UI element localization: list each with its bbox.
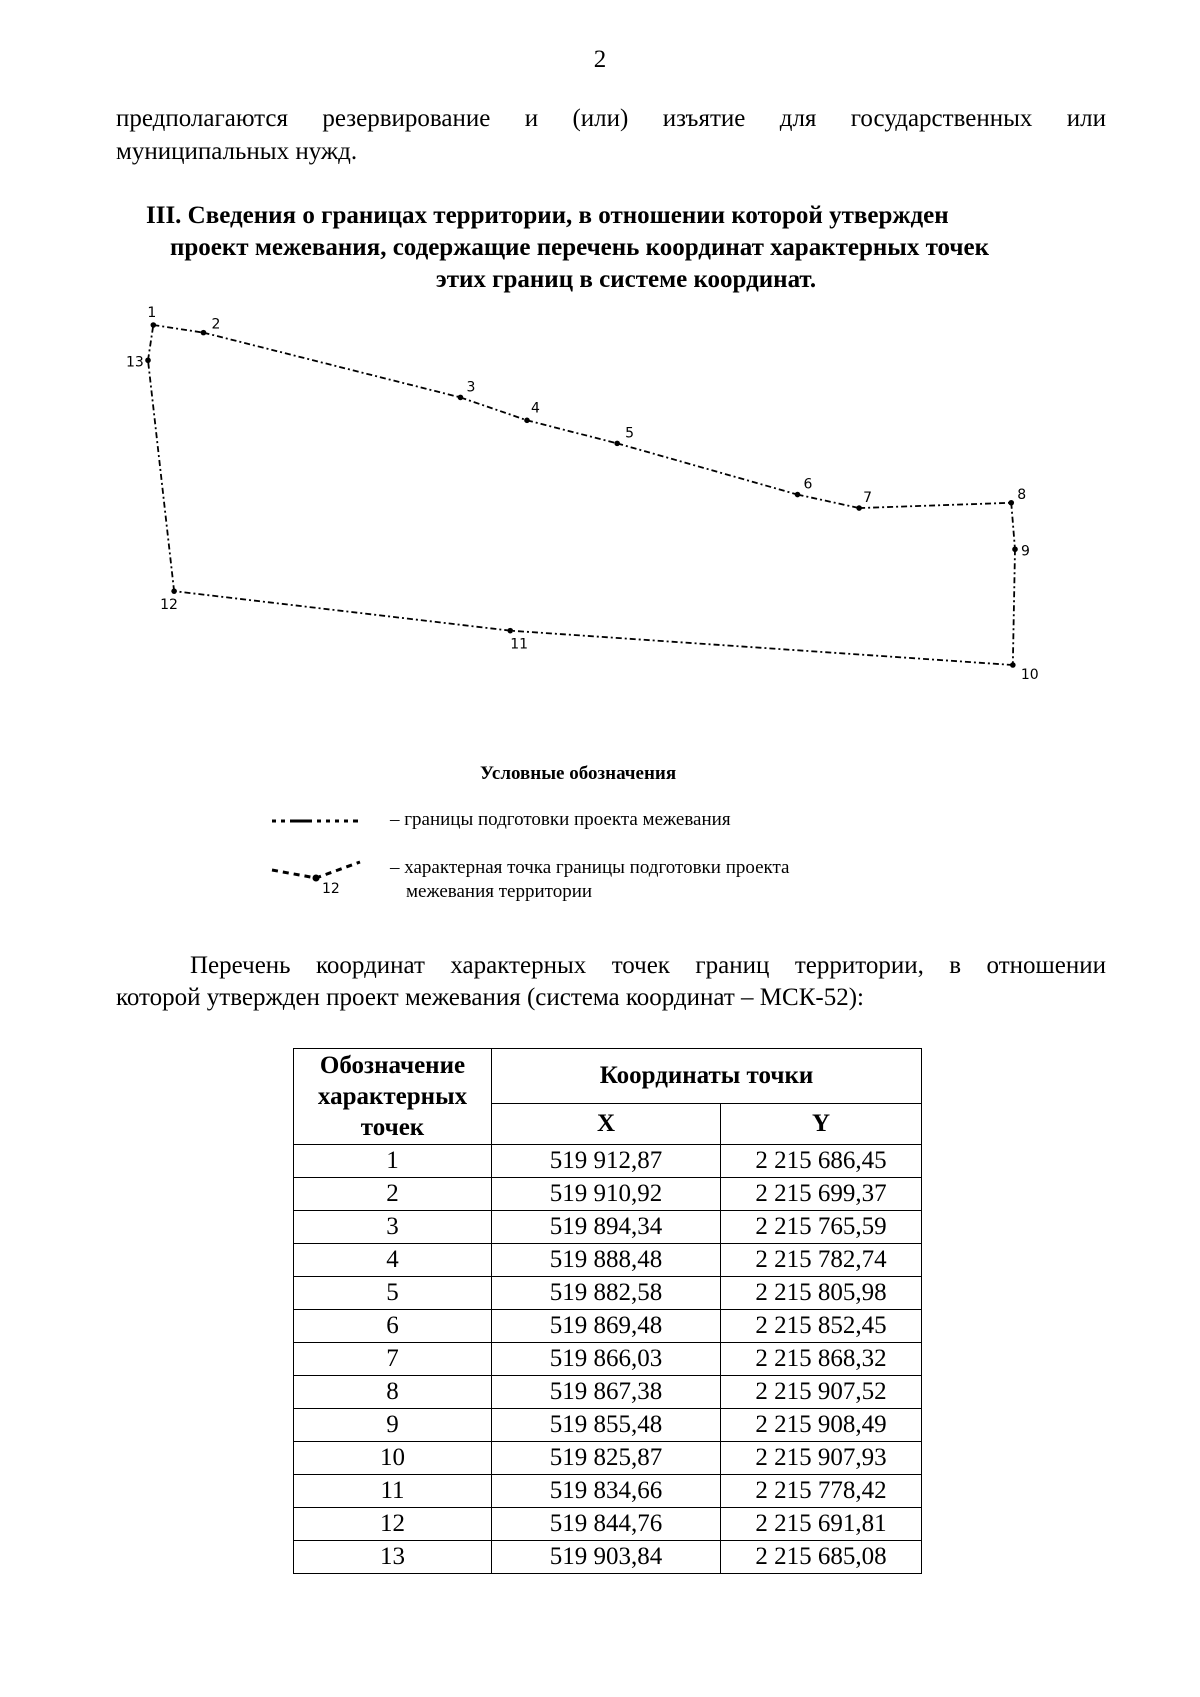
table-cell-y: 2 215 691,81 (721, 1508, 922, 1541)
boundary-segment (153, 325, 203, 333)
table-cell-point: 5 (294, 1277, 492, 1310)
boundary-point-label: 5 (625, 425, 635, 442)
table-row (294, 1409, 922, 1442)
legend-point-text-1: – характерная точка границы подготовки проекта (390, 857, 790, 878)
boundary-segment (174, 591, 510, 630)
table-cell-x: 519 834,66 (492, 1475, 721, 1508)
table-cell-x: 519 894,34 (492, 1211, 721, 1244)
boundary-point (524, 418, 530, 424)
boundary-segment (1011, 503, 1015, 550)
list-intro-line-2: которой утвержден проект межевания (система координат – МСК-52): (116, 984, 864, 1011)
coordinates-table-body (294, 1145, 922, 1574)
boundary-segment (148, 325, 153, 360)
table-cell-y: 2 215 908,49 (721, 1409, 922, 1442)
table-row (294, 1211, 922, 1244)
boundary-point (856, 505, 862, 511)
boundary-segment (617, 443, 797, 494)
table-row (294, 1376, 922, 1409)
table-cell-y: 2 215 699,37 (721, 1178, 922, 1211)
boundary-point-label: 6 (803, 476, 813, 493)
table-cell-point: 6 (294, 1310, 492, 1343)
table-row (294, 1145, 922, 1178)
boundary-segment (798, 495, 860, 508)
table-cell-x: 519 855,48 (492, 1409, 721, 1442)
page-number: 2 (593, 46, 607, 73)
table-cell-y: 2 215 765,59 (721, 1211, 922, 1244)
boundary-point-label: 1 (147, 305, 157, 321)
boundary-point-label: 8 (1017, 486, 1027, 503)
table-cell-point: 3 (294, 1211, 492, 1244)
boundary-point-label: 10 (1020, 667, 1039, 683)
legend-boundary-text: – границы подготовки проекта межевания (390, 809, 731, 830)
table-cell-y: 2 215 852,45 (721, 1310, 922, 1343)
legend-point-label: 12 (322, 881, 340, 897)
section-heading (116, 200, 1106, 296)
table-cell-point: 13 (294, 1541, 492, 1574)
boundary-segment (460, 397, 527, 420)
header-y: Y (721, 1104, 922, 1145)
table-row (294, 1442, 922, 1475)
heading-line-3: этих границ в системе координат. (435, 266, 817, 293)
table-cell-y: 2 215 685,08 (721, 1541, 922, 1574)
legend-boundary-row (270, 808, 1070, 838)
boundary-segment (527, 420, 617, 443)
characteristic-point-symbol (270, 856, 370, 896)
table-row (294, 1178, 922, 1211)
coordinates-list-intro (116, 950, 1106, 1014)
header-x: X (492, 1104, 721, 1145)
list-intro-line-1: Перечень координат характерных точек границ территории, в отношении (190, 952, 1106, 979)
legend-title: Условные обозначения (480, 763, 677, 784)
table-cell-point: 4 (294, 1244, 492, 1277)
intro-line-2: муниципальных нужд. (116, 138, 358, 165)
boundary-point (1008, 500, 1014, 506)
table-cell-x: 519 866,03 (492, 1343, 721, 1376)
boundary-point-label: 9 (1021, 543, 1030, 560)
boundary-point-label: 4 (530, 400, 540, 417)
table-cell-y: 2 215 686,45 (721, 1145, 922, 1178)
boundary-point-label: 7 (863, 490, 873, 507)
table-cell-y: 2 215 868,32 (721, 1343, 922, 1376)
table-cell-point: 10 (294, 1442, 492, 1475)
table-cell-x: 519 882,58 (492, 1277, 721, 1310)
intro-paragraph (116, 102, 1106, 168)
boundary-scheme (120, 305, 1120, 745)
boundary-point (614, 441, 620, 447)
table-cell-point: 2 (294, 1178, 492, 1211)
table-cell-point: 9 (294, 1409, 492, 1442)
table-row (294, 1277, 922, 1310)
heading-line-1: III. Сведения о границах территории, в отношении которой утвержден (146, 202, 949, 229)
boundary-point-label: 2 (211, 316, 221, 333)
boundary-point (1012, 546, 1018, 552)
heading-line-2: проект межевания, содержащие перечень координат характерных точек (170, 234, 989, 261)
table-cell-x: 519 844,76 (492, 1508, 721, 1541)
boundary-point-label: 12 (160, 597, 178, 614)
table-row (294, 1508, 922, 1541)
coordinates-table (293, 1048, 922, 1574)
legend-point-row (270, 856, 1070, 912)
table-cell-point: 11 (294, 1475, 492, 1508)
table-cell-point: 1 (294, 1145, 492, 1178)
table-row (294, 1343, 922, 1376)
table-cell-x: 519 869,48 (492, 1310, 721, 1343)
boundary-segment (859, 503, 1011, 508)
legend-point-text-2: межевания территории (406, 881, 593, 902)
boundary-point-label: 11 (510, 636, 529, 653)
table-row (294, 1541, 922, 1574)
boundary-lines (148, 325, 1015, 665)
table-row (294, 1244, 922, 1277)
table-cell-y: 2 215 778,42 (721, 1475, 922, 1508)
table-cell-point: 12 (294, 1508, 492, 1541)
table-cell-x: 519 825,87 (492, 1442, 721, 1475)
table-row (294, 1310, 922, 1343)
legend-point-dot (313, 875, 320, 882)
table-cell-x: 519 888,48 (492, 1244, 721, 1277)
boundary-points (145, 322, 1018, 668)
table-row (294, 1475, 922, 1508)
table-cell-y: 2 215 805,98 (721, 1277, 922, 1310)
table-cell-x: 519 912,87 (492, 1145, 721, 1178)
table-cell-point: 8 (294, 1376, 492, 1409)
boundary-labels (126, 305, 1039, 683)
boundary-point (151, 322, 157, 328)
table-cell-x: 519 910,92 (492, 1178, 721, 1211)
table-cell-y: 2 215 782,74 (721, 1244, 922, 1277)
boundary-scheme-svg (120, 305, 1120, 745)
boundary-point (507, 628, 513, 634)
boundary-point (201, 330, 207, 336)
boundary-point (795, 492, 801, 498)
table-cell-x: 519 867,38 (492, 1376, 721, 1409)
boundary-point-label: 13 (126, 354, 144, 371)
table-cell-y: 2 215 907,52 (721, 1376, 922, 1409)
boundary-line-symbol (270, 808, 360, 832)
table-cell-y: 2 215 907,93 (721, 1442, 922, 1475)
table-cell-x: 519 903,84 (492, 1541, 721, 1574)
boundary-point (1010, 662, 1016, 668)
table-cell-point: 7 (294, 1343, 492, 1376)
boundary-segment (203, 333, 460, 398)
boundary-point-label: 3 (466, 379, 476, 396)
boundary-segment (510, 631, 1013, 665)
boundary-segment (1013, 549, 1015, 665)
boundary-segment (148, 360, 174, 591)
boundary-point (145, 357, 151, 363)
header-point-name: Обозначение характерных точек (294, 1049, 492, 1145)
header-coordinates: Координаты точки (492, 1049, 922, 1104)
boundary-point (171, 588, 177, 594)
boundary-point (458, 395, 464, 401)
intro-line-1: предполагаются резервирование и (или) изъятие для государственных или (116, 105, 1106, 132)
